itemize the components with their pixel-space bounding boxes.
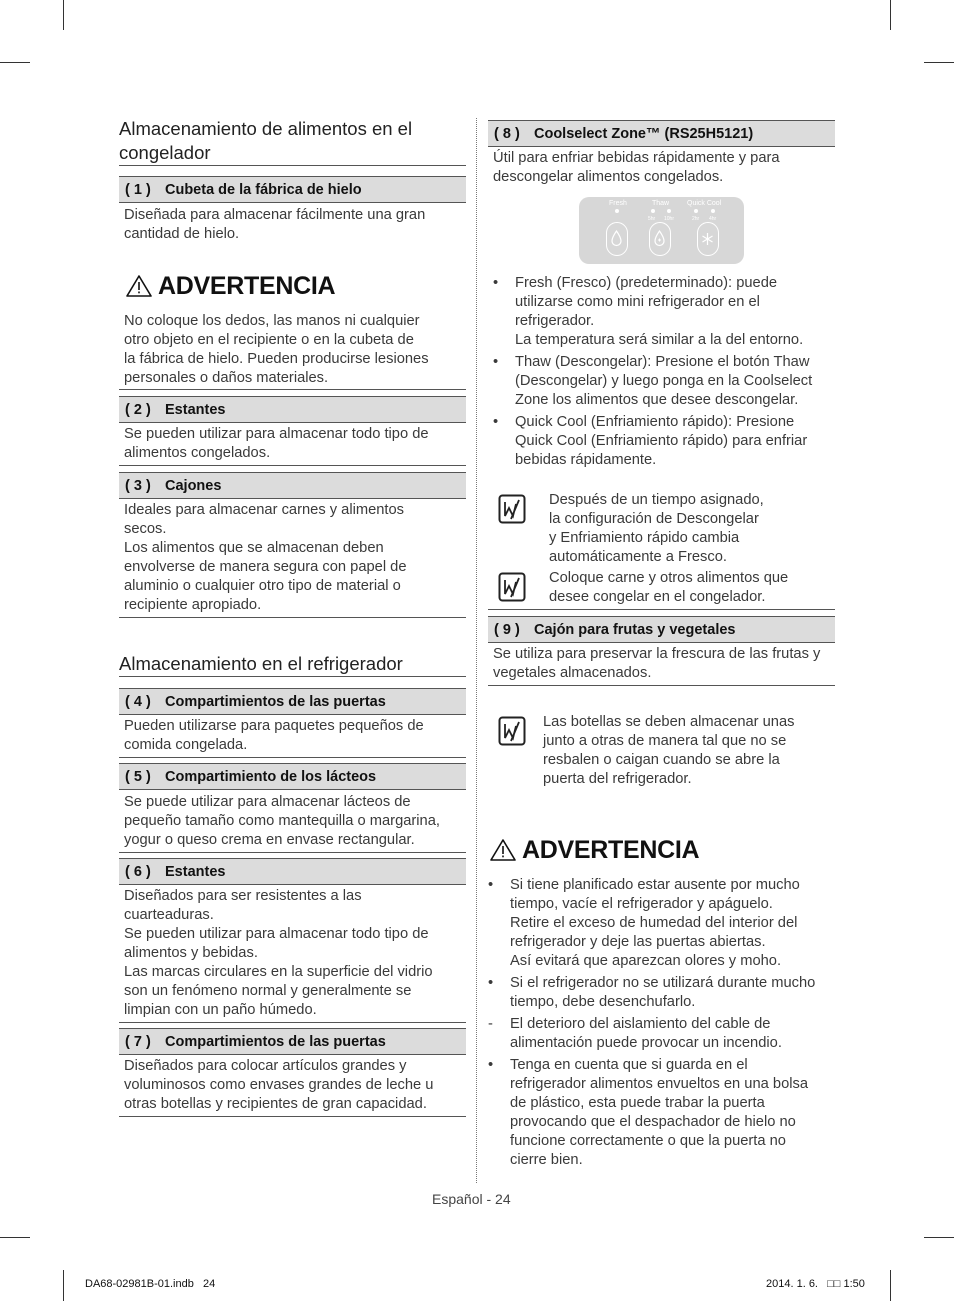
bullet-marker: • (493, 414, 499, 430)
warning-heading-2 (490, 836, 699, 865)
item-number: ( 6 ) (125, 864, 151, 880)
list-item (488, 974, 833, 1012)
item-header-7 (119, 1028, 466, 1055)
list-item-text: Tenga en cuenta que si guarda en el refrigerador alimentos envueltos en una bolsa de plástico, esta puede trabar la puerta provocando que el despachador de hielo no funcione correctamente o que la puerta no cierre bien. (510, 1057, 809, 1168)
crop-mark (63, 0, 64, 30)
fresh-button (606, 222, 628, 256)
panel-label-5hr: 5hr (648, 216, 656, 222)
item-title: Cajón para frutas y vegetales (534, 622, 736, 638)
item-header-5 (119, 763, 466, 790)
panel-indicator (615, 209, 619, 213)
crop-mark (924, 1237, 954, 1238)
droplet-icon (607, 223, 626, 254)
panel-indicator (694, 209, 698, 213)
warning-list (488, 876, 833, 1173)
warning-icon (490, 839, 516, 861)
bullet-marker: • (488, 975, 494, 991)
coolselect-modes-list (493, 274, 833, 473)
item-title: Estantes (165, 864, 226, 880)
crop-mark (924, 62, 954, 63)
list-item (488, 1056, 833, 1170)
crop-mark (63, 1270, 64, 1301)
item-text-6: Diseñados para ser resistentes a las cuarteaduras. Se pueden utilizar para almacenar todo tipo de alimentos y bebidas. Las marcas circulares en la superficie del vidrio son un fenómeno normal y generalmente se limpian con un paño húmedo. (124, 888, 433, 1018)
section-rule (119, 676, 466, 677)
crop-mark (0, 1237, 30, 1238)
item-text-3: Ideales para almacenar carnes y alimentos secos. Los alimentos que se almacenan deben envolverse de manera segura con papel de aluminio o cualquier otro tipo de material o recipiente apropiado. (124, 502, 407, 613)
item-text-8: Útil para enfriar bebidas rápidamente y para descongelar alimentos congelados. (493, 150, 780, 185)
note-icon (498, 716, 526, 746)
panel-indicator (651, 209, 655, 213)
dash-marker: - (488, 1016, 493, 1032)
section-title-freezer: Almacenamiento de alimentos en el congelador (119, 118, 413, 163)
section-rule (119, 852, 466, 853)
section-rule (119, 757, 466, 758)
item-number: ( 7 ) (125, 1034, 151, 1050)
item-number: ( 9 ) (494, 622, 520, 638)
item-text-7: Diseñados para colocar artículos grandes y voluminosos como envases grandes de leche u otras botellas y recipientes de gran capacidad. (124, 1058, 434, 1112)
section-rule (488, 609, 835, 610)
quick-cool-button (697, 222, 719, 256)
item-header-2 (119, 396, 466, 423)
item-number: ( 2 ) (125, 402, 151, 418)
thaw-button (649, 222, 671, 256)
bullet-marker: • (488, 1057, 494, 1073)
item-header-6 (119, 858, 466, 885)
warning-icon (126, 275, 152, 297)
item-number: ( 8 ) (494, 126, 520, 142)
item-title: Estantes (165, 402, 226, 418)
thaw-icon (650, 223, 669, 254)
crop-mark (890, 0, 891, 30)
item-header-1 (119, 176, 466, 203)
item-number: ( 3 ) (125, 478, 151, 494)
item-text-9: Se utiliza para preservar la frescura de las frutas y vegetales almacenados. (493, 646, 821, 681)
item-header-4 (119, 688, 466, 715)
note-text-1: Después de un tiempo asignado, la configuración de Descongelar y Enfriamiento rápido cambia automáticamente a Fresco. (549, 492, 764, 565)
bullet-marker: • (493, 275, 499, 291)
note-text-2: Coloque carne y otros alimentos que desee congelar en el congelador. (549, 570, 789, 605)
bullet-marker: • (493, 354, 499, 370)
warning-title: ADVERTENCIA (522, 836, 700, 864)
note-text-3: Las botellas se deben almacenar unas junto a otras de manera tal que no se resbalen o caigan cuando se abre la puerta del refrigerador. (543, 714, 795, 787)
print-file-info: DA68-02981B-01.indb 24 (85, 1278, 216, 1290)
warning-text-1: No coloque los dedos, las manos ni cualquier otro objeto en el recipiente o en la cubeta de la fábrica de hielo. Pueden producirse lesiones personales o daños materiales. (124, 313, 429, 386)
item-text-1: Diseñada para almacenar fácilmente una gran cantidad de hielo. (124, 207, 426, 242)
print-date-info: 2014. 1. 6. □□ 1:50 (766, 1278, 865, 1290)
section-rule (119, 389, 466, 390)
panel-label-2hr: 2hr (692, 216, 700, 222)
page-number: Español - 24 (432, 1191, 511, 1207)
section-rule (119, 1022, 466, 1023)
section-rule (488, 685, 835, 686)
item-text-2: Se pueden utilizar para almacenar todo tipo de alimentos congelados. (124, 426, 429, 461)
coolselect-panel (579, 197, 744, 264)
item-title: Compartimiento de los lácteos (165, 769, 377, 785)
panel-label-4hr: 4hr (709, 216, 717, 222)
item-title: Compartimientos de las puertas (165, 694, 386, 710)
list-item-text: El deterioro del aislamiento del cable de alimentación puede provocar un incendio. (510, 1016, 782, 1051)
list-item (493, 353, 833, 410)
item-number: ( 1 ) (125, 182, 151, 198)
item-title: Compartimientos de las puertas (165, 1034, 386, 1050)
bullet-marker: • (488, 877, 494, 893)
list-item-text: Si el refrigerador no se utilizará durante mucho tiempo, debe desenchufarlo. (510, 975, 816, 1010)
section-title-refrigerator: Almacenamiento en el refrigerador (119, 653, 403, 674)
item-header-9 (488, 616, 835, 643)
crop-mark (0, 62, 30, 63)
list-item-text: Si tiene planificado estar ausente por mucho tiempo, vacíe el refrigerador y apáguelo. Retire el exceso de humedad del interior del refrigerador y deje las puertas abiertas. Así evitará que aparezcan olores y moho. (510, 877, 800, 969)
crop-mark (890, 1270, 891, 1301)
item-header-3 (119, 472, 466, 499)
item-title: Cubeta de la fábrica de hielo (165, 182, 362, 198)
list-item-text: Quick Cool (Enfriamiento rápido): Presione Quick Cool (Enfriamiento rápido) para enfriar bebidas rápidamente. (515, 414, 808, 468)
warning-heading-1 (126, 272, 335, 301)
panel-label-fresh: Fresh (609, 200, 627, 207)
column-divider (476, 118, 477, 1183)
section-rule (119, 617, 466, 618)
list-item (488, 876, 833, 971)
warning-title: ADVERTENCIA (158, 272, 336, 300)
item-text-5: Se puede utilizar para almacenar lácteos de pequeño tamaño como mantequilla o margarina, yogur o queso crema en envase rectangular. (124, 794, 440, 848)
section-rule (119, 465, 466, 466)
note-icon (498, 572, 526, 602)
item-title: Coolselect Zone™ (RS25H5121) (534, 126, 754, 142)
panel-label-quick-cool: Quick Cool (687, 200, 722, 207)
item-number: ( 4 ) (125, 694, 151, 710)
panel-indicator (667, 209, 671, 213)
panel-label-thaw: Thaw (652, 200, 670, 207)
list-item-text: Fresh (Fresco) (predeterminado): puede utilizarse como mini refrigerador en el refrigerador. La temperatura será similar a la del entorno. (515, 275, 804, 348)
item-title: Cajones (165, 478, 222, 494)
list-item (493, 413, 833, 470)
snowflake-icon (698, 223, 717, 254)
section-rule (119, 1116, 466, 1117)
item-number: ( 5 ) (125, 769, 151, 785)
item-header-8 (488, 120, 835, 147)
item-text-4: Pueden utilizarse para paquetes pequeños de comida congelada. (124, 718, 424, 753)
list-item (488, 1015, 833, 1053)
list-item-text: Thaw (Descongelar): Presione el botón Thaw (Descongelar) y luego ponga en la Coolselect Zone los alimentos que desee descongelar. (515, 354, 813, 408)
panel-label-10hr: 10hr (664, 216, 675, 222)
panel-indicator (711, 209, 715, 213)
list-item (493, 274, 833, 350)
section-rule (119, 165, 466, 166)
note-icon (498, 494, 526, 524)
